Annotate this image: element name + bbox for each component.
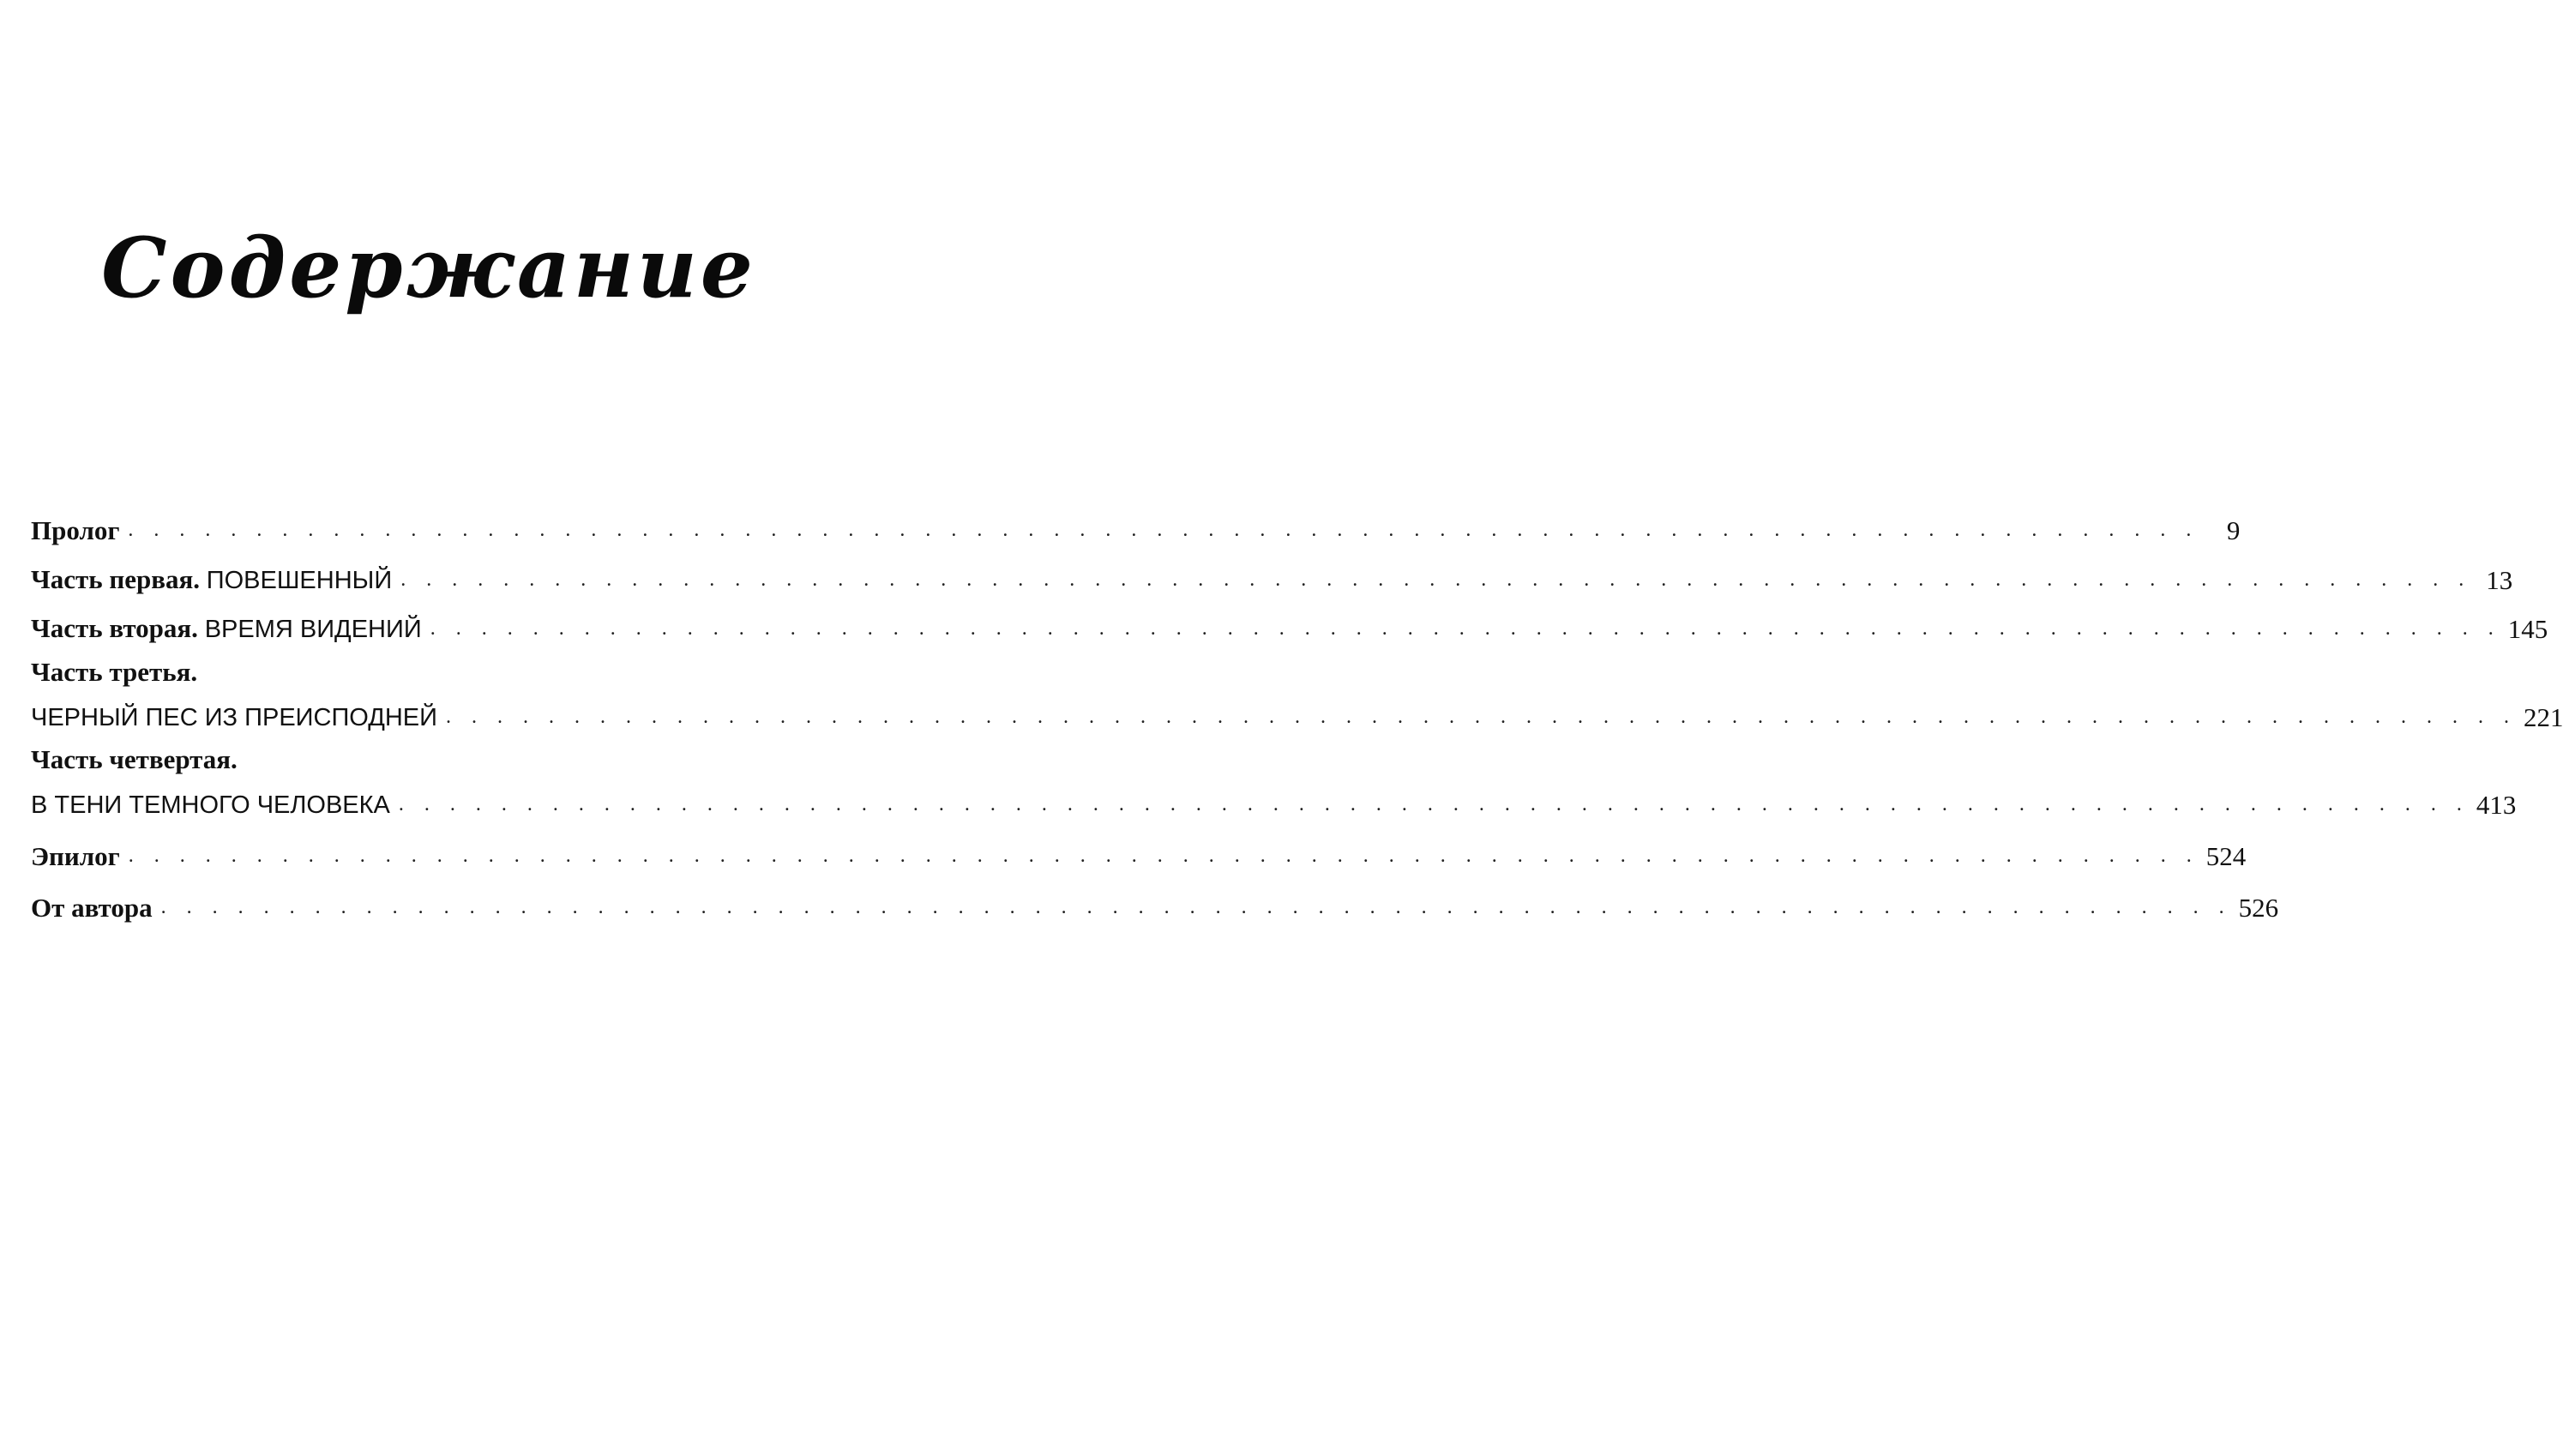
toc-part-name: В ТЕНИ ТЕМНОГО ЧЕЛОВЕКА bbox=[31, 791, 390, 819]
toc-entry-prologue[interactable] bbox=[31, 506, 2241, 545]
toc-entry-part-3[interactable] bbox=[31, 693, 2563, 732]
toc-part-prefix: Часть первая. bbox=[31, 564, 201, 594]
toc-part-name: ЧЕРНЫЙ ПЕС ИЗ ПРЕИСПОДНЕЙ bbox=[31, 704, 437, 731]
toc-entry-afterword[interactable] bbox=[31, 883, 2279, 923]
toc-entry-label bbox=[31, 566, 392, 593]
toc-page-number: 145 bbox=[2507, 614, 2548, 644]
toc-page-number: 9 bbox=[2226, 515, 2241, 545]
dot-leader: . . . . . . . . . . . . . . . . . . . . . . . . . . . . . . . . . . . . . . . . . . . . . . . . . . . . . . . . . . . . . . . . . . . . . . . . . . . . . . . . . bbox=[128, 519, 2199, 541]
toc-page-number: 13 bbox=[2486, 565, 2513, 595]
page-title: Содержание bbox=[101, 220, 756, 316]
toc-part-prefix-4: Часть четвертая. bbox=[31, 744, 238, 774]
toc-part-prefix-3: Часть третья. bbox=[31, 657, 198, 687]
toc-page-number: 413 bbox=[2476, 790, 2517, 820]
toc-entry-part-4[interactable] bbox=[31, 780, 2517, 820]
toc-entry-label: Пролог bbox=[31, 515, 120, 545]
toc-entry-label: От автора bbox=[31, 893, 153, 923]
toc-page-number: 524 bbox=[2205, 841, 2247, 871]
toc-part-name: ПОВЕШЕННЫЙ bbox=[206, 567, 393, 594]
toc-part-name: ВРЕМЯ ВИДЕНИЙ bbox=[204, 616, 422, 643]
dot-leader: . . . . . . . . . . . . . . . . . . . . . . . . . . . . . . . . . . . . . . . . . . . . . . . . . . . . . . . . . . . . . . . . . . . . . . . . . . . . . . . . . bbox=[400, 569, 2472, 591]
toc-page-number: 526 bbox=[2238, 893, 2279, 923]
toc-entry-part-1[interactable] bbox=[31, 556, 2513, 595]
dot-leader: . . . . . . . . . . . . . . . . . . . . . . . . . . . . . . . . . . . . . . . . . . . . . . . . . . . . . . . . . . . . . . . . . . . . . . . . . . . . . . . . . bbox=[128, 845, 2199, 867]
dot-leader: . . . . . . . . . . . . . . . . . . . . . . . . . . . . . . . . . . . . . . . . . . . . . . . . . . . . . . . . . . . . . . . . . . . . . . . . . . . . . . . . . bbox=[398, 793, 2470, 815]
dot-leader: . . . . . . . . . . . . . . . . . . . . . . . . . . . . . . . . . . . . . . . . . . . . . . . . . . . . . . . . . . . . . . . . . . . . . . . . . . . . . . . . . bbox=[430, 617, 2501, 640]
toc-entry-label: Эпилог bbox=[31, 841, 120, 871]
toc-page-number: 221 bbox=[2523, 702, 2563, 732]
toc-entry-part-2[interactable] bbox=[31, 605, 2548, 644]
toc-entry-epilogue[interactable] bbox=[31, 832, 2247, 871]
dot-leader: . . . . . . . . . . . . . . . . . . . . . . . . . . . . . . . . . . . . . . . . . . . . . . . . . . . . . . . . . . . . . . . . . . . . . . . . . . . . . . . . . bbox=[445, 706, 2517, 728]
toc-entry-label bbox=[31, 615, 422, 642]
toc-part-prefix: Часть вторая. bbox=[31, 613, 198, 643]
dot-leader: . . . . . . . . . . . . . . . . . . . . . . . . . . . . . . . . . . . . . . . . . . . . . . . . . . . . . . . . . . . . . . . . . . . . . . . . . . . . . . . . . bbox=[160, 896, 2232, 918]
